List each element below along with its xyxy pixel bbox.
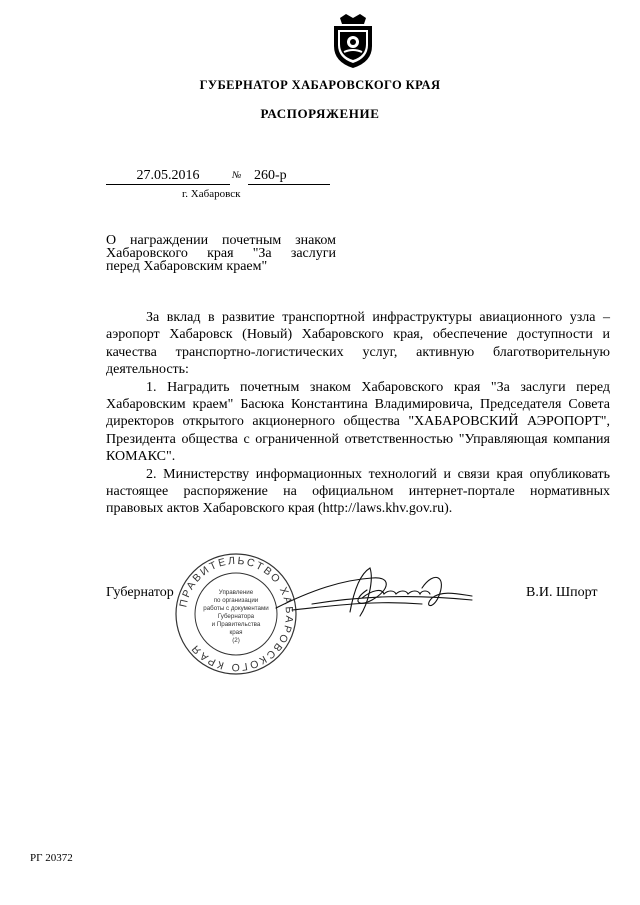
document-date: 27.05.2016	[106, 168, 230, 185]
number-sign: №	[232, 170, 242, 181]
document-type: РАСПОРЯЖЕНИЕ	[260, 106, 380, 121]
document-city: г. Хабаровск	[182, 188, 241, 200]
coat-of-arms-icon	[330, 12, 376, 70]
signatory-position: Губернатор	[106, 585, 174, 600]
subject-line: О награждении почетным знаком	[106, 233, 336, 248]
body-paragraph-item-1: 1. Наградить почетным знаком Хабаровского края "За заслуги перед Хабаровским краем" Басюка Константина Владимировича, Председателя Совета директоров открытого акционерного общества "ХАБАРОВСКИЙ АЭРОПОРТ", Президента общества с ограниченной ответственностью "Управляющая компания КОМАКС".	[106, 379, 610, 465]
issuer-title: ГУБЕРНАТОР ХАБАРОВСКОГО КРАЯ	[199, 78, 441, 92]
stamp-outer-text: ПРАВИТЕЛЬСТВО ХАБАРОВСКОГО КРАЯ	[177, 554, 296, 674]
document-body	[106, 309, 610, 518]
stamp-line: края	[229, 629, 243, 636]
stamp-line: Управление	[218, 589, 254, 596]
signatory-name: В.И. Шпорт	[526, 585, 598, 600]
stamp-line: и Правительства	[211, 621, 261, 628]
stamp-line: по организации	[213, 597, 259, 604]
footer-registry-code: РГ 20372	[30, 852, 73, 864]
subject-line: Хабаровского края "За заслуги	[106, 246, 336, 261]
stamp-line: (2)	[232, 637, 240, 644]
stamp-line: Губернатора	[217, 613, 255, 620]
document-number: 260-р	[248, 168, 330, 185]
handwritten-signature	[272, 560, 482, 630]
subject-line: перед Хабаровским краем"	[106, 259, 268, 274]
body-paragraph-preamble: За вклад в развитие транспортной инфраструктуры авиационного узла – аэропорт Хабаровск (Новый) Хабаровского края, обеспечение доступности и качества транспортно-логистических услуг, активную благотворительную деятельность:	[106, 310, 610, 378]
document-subject	[106, 234, 336, 273]
body-paragraph-item-2: 2. Министерству информационных технологий и связи края опубликовать настоящее распоряжение на официальном интернет-портале нормативных правовых актов Хабаровского края (http://laws.khv.gov.ru).	[106, 466, 610, 517]
stamp-line: работы с документами	[203, 605, 269, 612]
